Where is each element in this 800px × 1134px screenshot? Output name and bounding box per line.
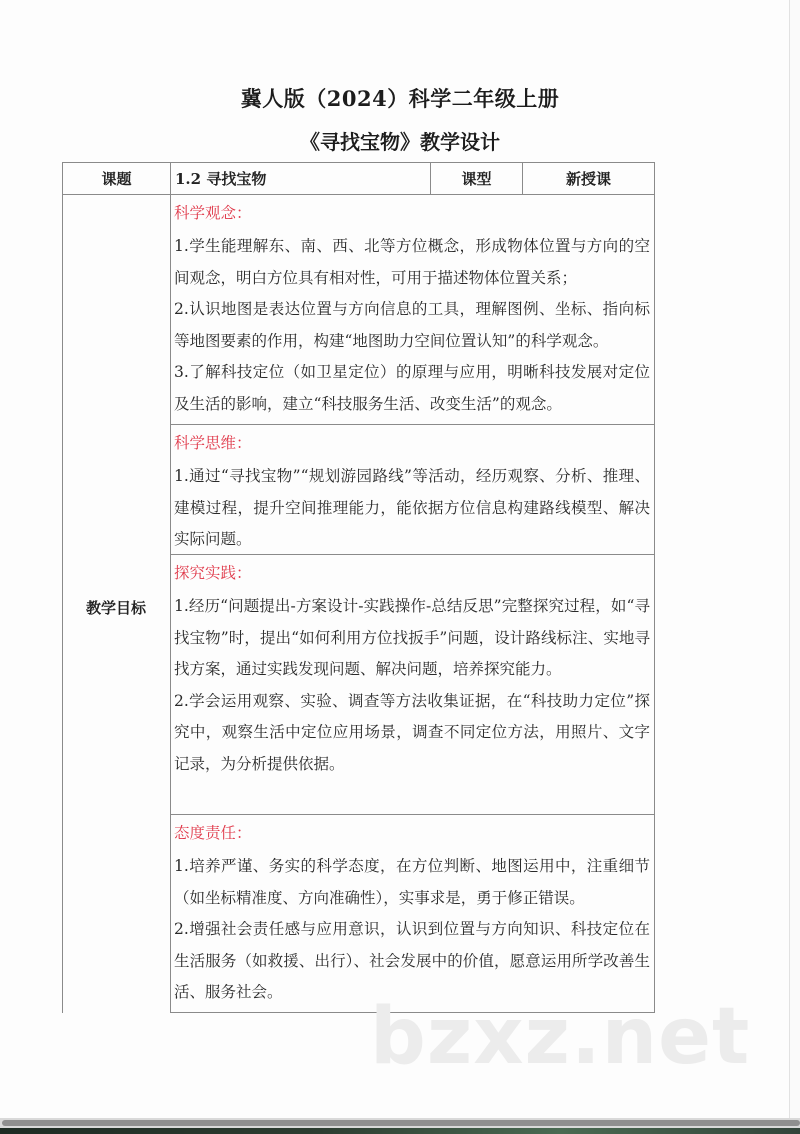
watermark: bzxz.net xyxy=(370,992,751,1082)
section-attitude-responsibility xyxy=(170,815,655,1013)
objective-item: 1.通过“寻找宝物”“规划游园路线”等活动，经历观察、分析、推理、建模过程，提升空间推理能力，能依据方位信息构建路线模型、解决实际问题。 xyxy=(174,467,650,548)
objective-item: 2.学会运用观察、实验、调查等方法收集证据，在“科技助力定位”探究中，观察生活中定位应用场景，调查不同定位方法，用照片、文字记录，为分析提供依据。 xyxy=(174,691,650,773)
section-scientific-concepts xyxy=(170,195,655,425)
lesson-info-row xyxy=(62,162,655,195)
section-scientific-thinking xyxy=(170,425,655,555)
horizontal-scrollbar[interactable] xyxy=(0,1118,800,1128)
section-heading: 科学观念： xyxy=(174,204,252,222)
objectives-label: 教学目标 xyxy=(85,599,146,617)
objective-item: 2.增强社会责任感与应用意识，认识到位置与方向知识、科技定位在生活服务（如救援、出行）、社会发展中的价值，愿意运用所学改善生活、服务社会。 xyxy=(174,920,650,1001)
section-inquiry-practice xyxy=(170,555,655,815)
topic-label: 课题 xyxy=(63,163,171,194)
document-title: 冀人版（2024）科学二年级上册 xyxy=(240,86,560,111)
objective-item: 3.了解科技定位（如卫星定位）的原理与应用，明晰科技发展对定位及生活的影响，建立“科技服务生活、改变生活”的观念。 xyxy=(174,363,650,413)
section-heading: 探究实践： xyxy=(174,564,252,582)
objective-item: 1.培养严谨、务实的科学态度，在方位判断、地图运用中，注重细节（如坐标精准度、方向准确性），实事求是，勇于修正错误。 xyxy=(174,857,650,907)
objective-item: 2.认识地图是表达位置与方向信息的工具，理解图例、坐标、指向标等地图要素的作用，构建“地图助力空间位置认知”的科学观念。 xyxy=(174,300,650,350)
scrollbar-thumb[interactable] xyxy=(2,1120,800,1126)
lesson-type-value: 新授课 xyxy=(565,170,611,188)
desktop-background-strip xyxy=(0,1128,800,1134)
page-edge xyxy=(789,0,800,1118)
document-subtitle: 《寻找宝物》教学设计 xyxy=(300,130,500,154)
objective-item: 1.学生能理解东、南、西、北等方位概念，形成物体位置与方向的空间观念，明白方位具有相对性，可用于描述物体位置关系； xyxy=(174,237,650,287)
objective-item: 1.经历“问题提出-方案设计-实践操作-总结反思”完整探究过程，如“寻找宝物”时，提出“如何利用方位找扳手”问题，设计路线标注、实地寻找方案，通过实践发现问题、解决问题，培养探究能力。 xyxy=(174,597,650,678)
section-heading: 科学思维： xyxy=(174,434,252,452)
lesson-type-label: 课型 xyxy=(431,163,523,194)
topic-value: 1.2 寻找宝物 xyxy=(171,163,431,194)
section-heading: 态度责任： xyxy=(174,824,252,842)
